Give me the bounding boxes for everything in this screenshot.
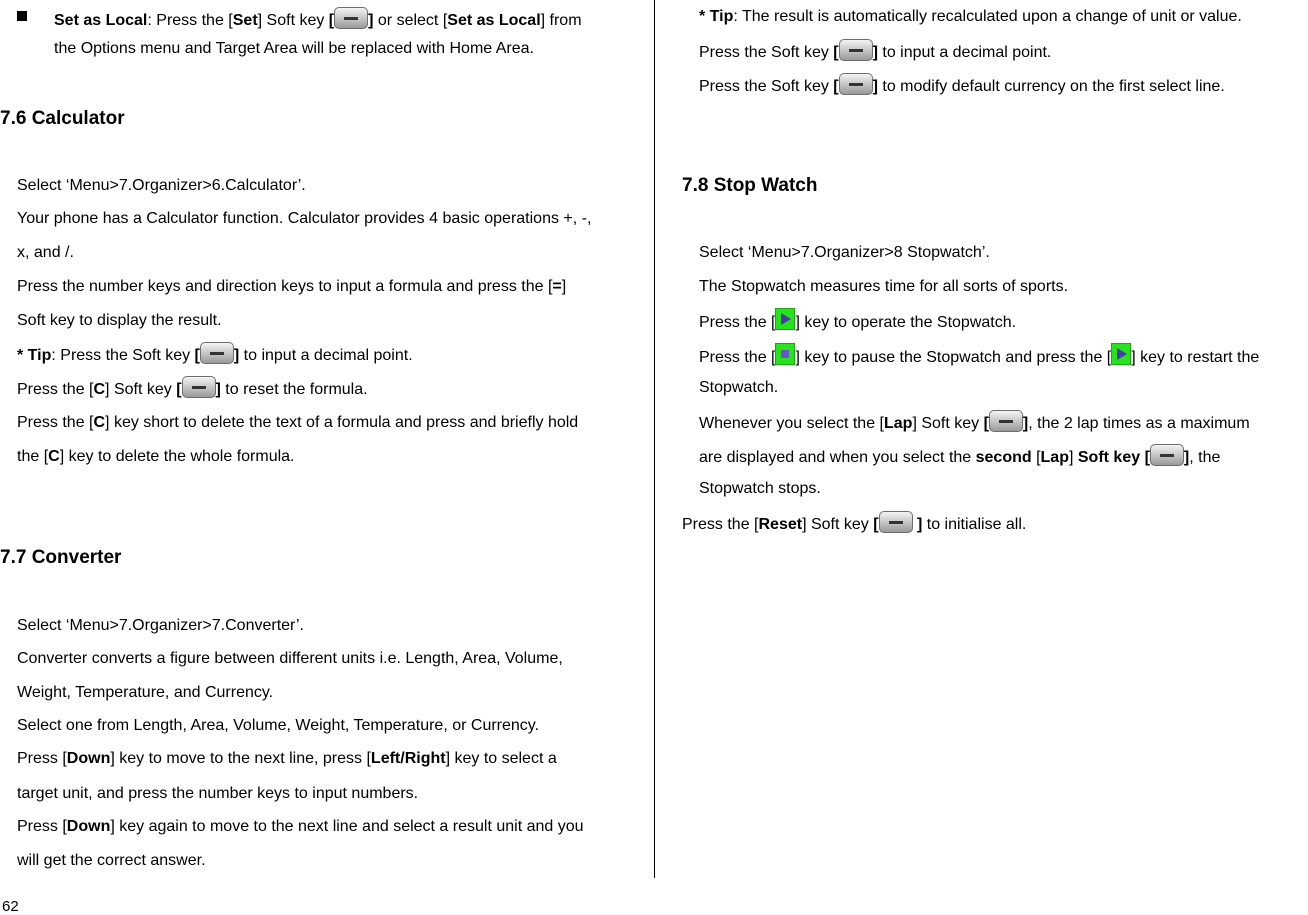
page-number: 62 <box>2 898 19 915</box>
stopwatch-pause-line2: Stopwatch. <box>699 379 779 396</box>
converter-down-line2: target unit, and press the number keys to input numbers. <box>17 785 419 802</box>
calculator-reset: Press the [C] Soft key [ ] to reset the formula. <box>17 373 627 407</box>
converter-heading: 7.7 Converter <box>0 547 122 568</box>
set-as-local-line1: Set as Local: Press the [Set] Soft key [ ] or select [Set as Local] from <box>54 4 627 38</box>
calculator-select: Select ‘Menu>7.Organizer>6.Calculator’. <box>17 177 306 194</box>
converter-down-line1: Press [Down] key to move to the next line, press [Left/Right] key to select a <box>17 750 557 767</box>
stopwatch-heading: 7.8 Stop Watch <box>682 175 818 196</box>
stopwatch-measures: The Stopwatch measures time for all sorts of sports. <box>699 278 1069 295</box>
soft-key-icon <box>989 410 1023 432</box>
calculator-press-line1: Press the number keys and direction keys to input a formula and press the [=] <box>17 278 567 295</box>
column-divider <box>654 0 655 878</box>
stopwatch-select: Select ‘Menu>7.Organizer>8 Stopwatch’. <box>699 244 990 261</box>
stopwatch-lap-line2: are displayed and when you select the second [Lap] Soft key [ ], the <box>699 441 1308 475</box>
calculator-heading: 7.6 Calculator <box>0 108 125 129</box>
converter-again-line1: Press [Down] key again to move to the next line and select a result unit and you <box>17 818 584 835</box>
calculator-delete-line2: the [C] key to delete the whole formula. <box>17 448 295 465</box>
bullet-square-icon <box>17 11 27 21</box>
converter-tip: * Tip: The result is automatically recalculated upon a change of unit or value. <box>699 8 1242 25</box>
converter-select: Select ‘Menu>7.Organizer>7.Converter’. <box>17 617 304 634</box>
converter-desc-line1: Converter converts a figure between different units i.e. Length, Area, Volume, <box>17 650 563 667</box>
stopwatch-pause-line1: Press the [ ] key to pause the Stopwatch and press the [ ] key to restart the <box>699 341 1308 375</box>
stop-icon <box>775 343 795 365</box>
soft-key-icon <box>1150 444 1184 466</box>
soft-key-icon <box>334 7 368 29</box>
converter-desc-line2: Weight, Temperature, and Currency. <box>17 684 274 701</box>
calculator-intro-line2: x, and /. <box>17 244 74 261</box>
soft-key-icon <box>200 342 234 364</box>
stopwatch-lap-line1: Whenever you select the [Lap] Soft key [ ], the 2 lap times as a maximum <box>699 407 1308 441</box>
set-as-local-line2: the Options menu and Target Area will be replaced with Home Area. <box>54 40 534 57</box>
play-icon <box>1111 343 1131 365</box>
soft-key-icon <box>839 73 873 95</box>
play-icon <box>775 308 795 330</box>
converter-again-line2: will get the correct answer. <box>17 852 206 869</box>
converter-decimal: Press the Soft key [ ] to input a decimal point. <box>699 36 1308 70</box>
converter-select-one: Select one from Length, Area, Volume, Weight, Temperature, or Currency. <box>17 717 540 734</box>
stopwatch-lap-line3: Stopwatch stops. <box>699 480 821 497</box>
stopwatch-reset: Press the [Reset] Soft key [ ] to initialise all. <box>682 508 1026 542</box>
calculator-intro-line1: Your phone has a Calculator function. Calculator provides 4 basic operations +, -, <box>17 210 592 227</box>
calculator-delete-line1: Press the [C] key short to delete the text of a formula and press and briefly hold <box>17 414 579 431</box>
calculator-press-line2: Soft key to display the result. <box>17 312 222 329</box>
converter-currency: Press the Soft key [ ] to modify default currency on the first select line. <box>699 70 1308 104</box>
soft-key-icon <box>182 376 216 398</box>
stopwatch-operate: Press the [ ] key to operate the Stopwatch. <box>699 306 1308 340</box>
calculator-tip: * Tip: Press the Soft key [ ] to input a decimal point. <box>17 339 627 373</box>
soft-key-icon <box>879 511 913 533</box>
soft-key-icon <box>839 39 873 61</box>
